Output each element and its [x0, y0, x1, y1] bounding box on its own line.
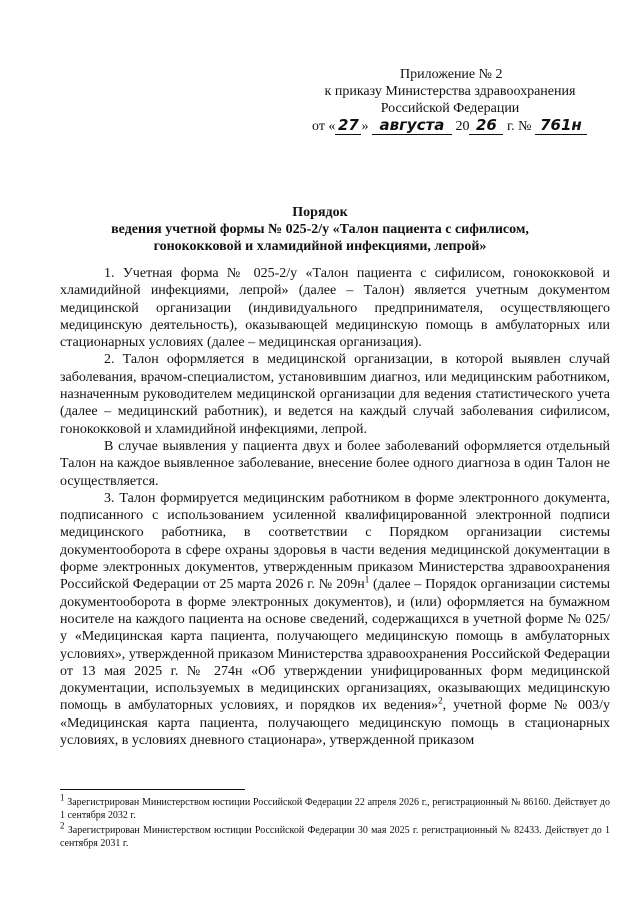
footnote-1-text: Зарегистрирован Министерством юстиции Российской Федерации 22 апреля 2026 г., регистрационный № 86160. Действует до 1 сентября 2032 г. — [60, 797, 610, 821]
paragraph-2: 2. Талон оформляется в медицинской организации, в которой выявлен случай заболевания, врачом-специалистом, установившим диагноз, или медицинским работником, назначенным руководителем медицинской организации для ведения статистического учета (далее – медицинский работник), и ведется на каждый случай заболевания сифилисом, гонококковой и хламидийной инфекциями, лепрой. — [60, 352, 610, 437]
year-prefix: 20 — [455, 119, 470, 134]
paragraph-4 — [60, 490, 610, 749]
footnote-separator — [60, 789, 245, 790]
order-date-number-line — [312, 116, 587, 135]
handwritten-month: августа — [372, 116, 452, 135]
date-quote-close: » — [361, 119, 369, 134]
paragraph-4-part-b: (далее – Порядок организации системы документооборота в форме электронных документов), и (или) оформляется на бумажном носителе на каждого пациента на основе сведений, содержащихся в учетной форме № 025/у «Медицинская карта пациента, получающего медицинскую помощь в амбулаторных условиях», утвержденной приказом Министерства здравоохранения Российской Федерации от 13 мая 2025 г. № 274н «Об утверждении унифицированных форм медицинской документации, используемых в медицинских организациях, оказывающих медицинскую помощь в амбулаторных условиях, и порядков их ведения» — [60, 577, 610, 714]
handwritten-year: 26 — [469, 116, 503, 135]
title-line-2: ведения учетной формы № 025-2/у «Талон пациента с сифилисом, — [111, 222, 529, 237]
handwritten-day: 27 — [335, 116, 361, 135]
footnote-1 — [60, 792, 610, 822]
footnote-ref-1: 1 — [364, 574, 370, 585]
document-body — [60, 265, 610, 749]
document-title — [60, 204, 580, 255]
footnote-2-mark: 2 — [60, 820, 65, 831]
appendix-header — [300, 66, 600, 117]
appendix-title: Приложение № 2 — [400, 67, 503, 82]
footnote-1-mark: 1 — [60, 792, 65, 803]
footnote-2-text: Зарегистрирован Министерством юстиции Российской Федерации 30 мая 2025 г. регистрационный № 82433. Действует до 1 сентября 2031 г. — [60, 825, 611, 849]
number-label: г. № — [506, 119, 532, 134]
paragraph-4-part-a: 3. Талон формируется медицинским работником в форме электронного документа, подписанного с использованием усиленной квалифицированной электронной подписи медицинского работника, в соответствии с Порядком организации системы документооборота в сфере охраны здоровья в части ведения медицинской документации в форме электронных документов, утвержденным приказом Министерства здравоохранения Российской Федерации от 25 марта 2026 г. № 209н — [60, 490, 610, 593]
handwritten-order-number: 761н — [535, 116, 587, 135]
title-line-3: гонококковой и хламидийной инфекциями, лепрой» — [153, 239, 487, 254]
paragraph-4-part-c: , учетной форме № 003/у «Медицинская карта пациента, получающего медицинскую помощь в стационарных условиях, в условиях дневного стационара», утвержденной приказом — [60, 698, 610, 749]
appendix-country-line: Российской Федерации — [380, 101, 520, 116]
footnotes — [60, 792, 611, 852]
paragraph-1: 1. Учетная форма № 025-2/у «Талон пациента с сифилисом, гонококковой и хламидийной инфекциями, лепрой» (далее – Талон) является учетным документом медицинской организации (индивидуального предпринимателя, осуществляющего медицинскую деятельность), оказывающей медицинскую помощь в амбулаторных или стационарных условиях (далее – медицинская организация). — [60, 266, 610, 351]
title-line-1: Порядок — [292, 205, 348, 220]
footnote-2 — [60, 820, 611, 850]
paragraph-3: В случае выявления у пациента двух и более заболеваний оформляется отдельный Талон на каждое выявленное заболевание, внесение более одного диагноза в один Талон не осуществляется. — [60, 438, 610, 489]
date-prefix: от « — [312, 119, 336, 134]
footnote-ref-2: 2 — [438, 695, 443, 706]
appendix-order-line: к приказу Министерства здравоохранения — [324, 84, 576, 99]
